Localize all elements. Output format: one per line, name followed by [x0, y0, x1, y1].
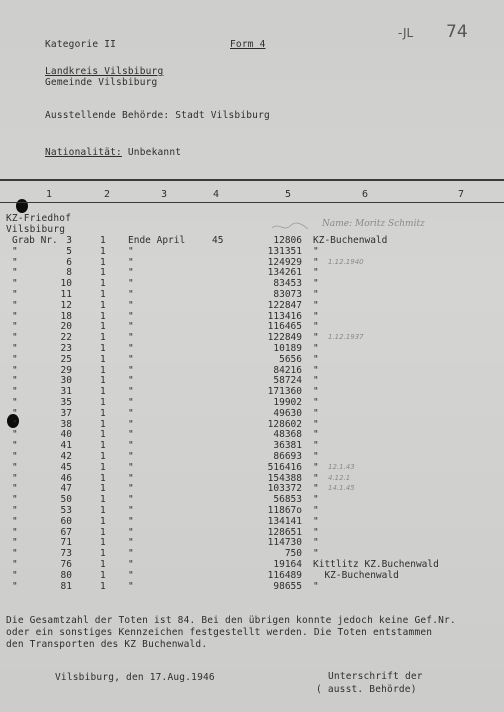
grave-number: 71	[60, 537, 72, 549]
date-of-death: Ende April	[128, 235, 186, 246]
grave-label: "	[12, 440, 18, 452]
table-row	[0, 528, 504, 539]
prisoner-number: 154388	[267, 472, 302, 484]
date-of-death: "	[128, 407, 134, 419]
grave-label: "	[12, 397, 18, 408]
grave-label: "	[12, 364, 18, 376]
grave-number: 23	[60, 343, 72, 354]
location-line1: KZ-Friedhof	[6, 213, 72, 224]
grave-number: 42	[60, 451, 72, 462]
camp-origin: "	[313, 397, 319, 408]
grave-number: 37	[60, 407, 72, 419]
camp-origin: "	[313, 278, 319, 290]
prisoner-number: 124929	[267, 256, 302, 268]
prisoner-number: 116465	[267, 321, 302, 333]
camp-origin: "	[313, 256, 319, 268]
grave-label: "	[12, 559, 18, 570]
page-number: 74	[446, 22, 468, 42]
grave-number: 12	[60, 299, 72, 311]
grave-number: 60	[60, 515, 72, 527]
column-number-7: 7	[458, 189, 465, 200]
camp-origin: "	[313, 537, 319, 549]
table-row	[0, 322, 504, 333]
camp-origin: "	[313, 353, 319, 365]
prisoner-number: 122849	[267, 332, 302, 344]
count: 1	[100, 461, 106, 473]
table-row	[0, 355, 504, 366]
place-date: Vilsbiburg, den 17.Aug.1946	[55, 672, 215, 683]
prisoner-number: 134261	[267, 267, 302, 279]
grave-label: "	[12, 483, 18, 495]
count: 1	[100, 505, 106, 516]
date-of-death: "	[128, 386, 134, 398]
table-top-rule	[0, 179, 504, 181]
table-row	[0, 463, 504, 474]
table-row	[0, 290, 504, 301]
table-row	[0, 474, 504, 485]
table-row	[0, 495, 504, 506]
date-of-death: "	[128, 429, 134, 441]
count: 1	[100, 256, 106, 268]
count: 1	[100, 267, 106, 279]
table-row	[0, 409, 504, 420]
grave-label: "	[12, 321, 18, 333]
grave-number: 53	[60, 505, 72, 516]
date-of-death: "	[128, 289, 134, 300]
count: 1	[100, 472, 106, 484]
date-of-death: "	[128, 418, 134, 430]
camp-origin: "	[313, 289, 319, 300]
camp-origin: "	[313, 386, 319, 398]
camp-origin: "	[313, 332, 319, 344]
grave-number: 73	[60, 548, 72, 560]
table-row	[0, 452, 504, 463]
date-of-death: "	[128, 332, 134, 344]
grave-number: 30	[60, 375, 72, 387]
grave-number: 38	[60, 418, 72, 430]
table-row	[0, 279, 504, 290]
date-of-death: "	[128, 440, 134, 452]
date-of-death: "	[128, 494, 134, 506]
table-row	[0, 582, 504, 593]
prisoner-number: 516416	[267, 461, 302, 473]
count: 1	[100, 397, 106, 408]
pencil-scribble	[270, 220, 310, 234]
grave-label: "	[12, 494, 18, 506]
grave-number: 35	[60, 397, 72, 408]
camp-origin: "	[313, 548, 319, 560]
count: 1	[100, 332, 106, 344]
camp-origin: KZ-Buchenwald	[313, 235, 388, 246]
table-row	[0, 506, 504, 517]
grave-number: 67	[60, 526, 72, 538]
grave-label: "	[12, 289, 18, 300]
nationality-value: Unbekannt	[121, 147, 182, 158]
count: 1	[100, 289, 106, 300]
grave-number: 6	[66, 256, 72, 268]
table-row	[0, 366, 504, 377]
year: 45	[212, 235, 224, 246]
grave-label: "	[12, 569, 18, 581]
prisoner-number: 36381	[273, 440, 302, 452]
issuing-authority: Ausstellende Behörde: Stadt Vilsbiburg	[45, 110, 270, 121]
grave-label: "	[12, 375, 18, 387]
date-of-death: "	[128, 353, 134, 365]
table-row	[0, 312, 504, 323]
page-mark: -JL	[398, 26, 414, 40]
grave-number: 18	[60, 310, 72, 322]
count: 1	[100, 440, 106, 452]
grave-label: "	[12, 278, 18, 290]
footer-line2: oder ein sonstiges Kennzeichen festgestellt werden. Die Toten entstammen	[6, 627, 433, 638]
date-of-death: "	[128, 559, 134, 570]
prisoner-number: 10189	[273, 343, 302, 354]
footer-line1: Die Gesamtzahl der Toten ist 84. Bei den übrigen konnte jedoch keine Gef.Nr.	[6, 615, 456, 626]
nationality	[45, 148, 181, 158]
table-row	[0, 258, 504, 269]
prisoner-number: 171360	[267, 386, 302, 398]
table-row	[0, 441, 504, 452]
grave-number: 45	[60, 461, 72, 473]
pencil-note: 4.12.1	[328, 473, 351, 482]
prisoner-number: 113416	[267, 310, 302, 322]
count: 1	[100, 580, 106, 592]
date-of-death: "	[128, 505, 134, 516]
grave-number: 10	[60, 278, 72, 290]
count: 1	[100, 299, 106, 311]
prisoner-number: 11867o	[267, 505, 302, 516]
table-row	[0, 247, 504, 258]
camp-origin: "	[313, 461, 319, 473]
camp-origin: "	[313, 407, 319, 419]
date-of-death: "	[128, 451, 134, 462]
grave-number: 80	[60, 569, 72, 581]
table-row	[0, 344, 504, 355]
grave-number: 76	[60, 559, 72, 570]
prisoner-number: 131351	[267, 245, 302, 257]
grave-label: "	[12, 548, 18, 560]
footer-line3: den Transporten des KZ Buchenwald.	[6, 639, 208, 650]
camp-origin: "	[313, 515, 319, 527]
grave-number: 8	[66, 267, 72, 279]
camp-origin: "	[313, 483, 319, 495]
pencil-note: 12.1.43	[328, 462, 355, 471]
table-row	[0, 236, 504, 247]
camp-origin: "	[313, 418, 319, 430]
count: 1	[100, 418, 106, 430]
count: 1	[100, 235, 106, 246]
table-row	[0, 517, 504, 528]
column-number-2: 2	[104, 189, 111, 200]
grave-number: 40	[60, 429, 72, 441]
table-row	[0, 484, 504, 495]
column-number-4: 4	[213, 189, 220, 200]
date-of-death: "	[128, 569, 134, 581]
camp-origin: "	[313, 440, 319, 452]
grave-label: "	[12, 407, 18, 419]
camp-origin: KZ-Buchenwald	[313, 569, 399, 581]
count: 1	[100, 245, 106, 257]
table-row	[0, 420, 504, 431]
date-of-death: "	[128, 267, 134, 279]
camp-origin: "	[313, 494, 319, 506]
grave-label: "	[12, 267, 18, 279]
date-of-death: "	[128, 397, 134, 408]
prisoner-number: 83453	[273, 278, 302, 290]
count: 1	[100, 526, 106, 538]
date-of-death: "	[128, 278, 134, 290]
pencil-note: 1.12.1940	[328, 257, 364, 266]
grave-number: 3	[66, 235, 72, 246]
grave-number: 25	[60, 353, 72, 365]
count: 1	[100, 375, 106, 387]
prisoner-number: 48368	[273, 429, 302, 441]
grave-label: "	[12, 580, 18, 592]
column-number-5: 5	[285, 189, 292, 200]
table-row	[0, 387, 504, 398]
prisoner-number: 83073	[273, 289, 302, 300]
grave-number: 41	[60, 440, 72, 452]
count: 1	[100, 569, 106, 581]
count: 1	[100, 386, 106, 398]
grave-label: "	[12, 505, 18, 516]
pencil-note: 14.1.45	[328, 484, 355, 493]
nationality-label: Nationalität:	[45, 147, 122, 158]
camp-origin: "	[313, 343, 319, 354]
camp-origin: "	[313, 310, 319, 322]
camp-origin: "	[313, 245, 319, 257]
grave-number: 31	[60, 386, 72, 398]
date-of-death: "	[128, 343, 134, 354]
prisoner-number: 128602	[267, 418, 302, 430]
location-line2: Vilsbiburg	[6, 224, 66, 235]
prisoner-number: 5656	[279, 353, 302, 365]
count: 1	[100, 353, 106, 365]
prisoner-number: 58724	[273, 375, 302, 387]
date-of-death: "	[128, 299, 134, 311]
table-row	[0, 301, 504, 312]
grave-label: "	[12, 332, 18, 344]
gemeinde: Gemeinde Vilsbiburg	[45, 77, 158, 88]
camp-origin: "	[313, 580, 319, 592]
prisoner-number: 128651	[267, 526, 302, 538]
table-row	[0, 398, 504, 409]
grave-label: "	[12, 429, 18, 441]
grave-number: 47	[60, 483, 72, 495]
count: 1	[100, 429, 106, 441]
table-row	[0, 268, 504, 279]
grave-label: "	[12, 386, 18, 398]
table-header-rule	[0, 202, 504, 203]
date-of-death: "	[128, 580, 134, 592]
grave-label: "	[12, 515, 18, 527]
count: 1	[100, 537, 106, 549]
count: 1	[100, 559, 106, 570]
date-of-death: "	[128, 472, 134, 484]
grave-label: "	[12, 537, 18, 549]
grave-label: "	[12, 451, 18, 462]
grave-number: 50	[60, 494, 72, 506]
column-number-1: 1	[46, 189, 53, 200]
camp-origin: "	[313, 451, 319, 462]
prisoner-number: 19902	[273, 397, 302, 408]
prisoner-number: 86693	[273, 451, 302, 462]
camp-origin: "	[313, 505, 319, 516]
count: 1	[100, 494, 106, 506]
table-row	[0, 376, 504, 387]
signature-label-1: Unterschrift der	[328, 671, 423, 682]
prisoner-number: 114730	[267, 537, 302, 549]
table-row	[0, 571, 504, 582]
date-of-death: "	[128, 515, 134, 527]
grave-label: "	[12, 526, 18, 538]
prisoner-number: 750	[284, 548, 302, 560]
count: 1	[100, 548, 106, 560]
prisoner-number: 116489	[267, 569, 302, 581]
grave-label: "	[12, 245, 18, 257]
count: 1	[100, 483, 106, 495]
grave-label: Grab Nr.	[12, 235, 58, 246]
prisoner-number: 103372	[267, 483, 302, 495]
camp-origin: "	[313, 321, 319, 333]
prisoner-number: 98655	[273, 580, 302, 592]
prisoner-number: 12806	[273, 235, 302, 246]
date-of-death: "	[128, 483, 134, 495]
pencil-note: 1.12.1937	[328, 333, 364, 342]
grave-label: "	[12, 310, 18, 322]
grave-number: 81	[60, 580, 72, 592]
count: 1	[100, 364, 106, 376]
count: 1	[100, 451, 106, 462]
grave-number: 46	[60, 472, 72, 484]
date-of-death: "	[128, 548, 134, 560]
date-of-death: "	[128, 461, 134, 473]
count: 1	[100, 321, 106, 333]
grave-label: "	[12, 418, 18, 430]
grave-number: 11	[60, 289, 72, 300]
camp-origin: "	[313, 375, 319, 387]
prisoner-number: 49630	[273, 407, 302, 419]
table-row	[0, 430, 504, 441]
prisoner-number: 84216	[273, 364, 302, 376]
count: 1	[100, 343, 106, 354]
handwritten-note: Name: Moritz Schmitz	[322, 219, 425, 229]
grave-number: 5	[66, 245, 72, 257]
camp-origin: "	[313, 267, 319, 279]
camp-origin: "	[313, 429, 319, 441]
camp-origin: Kittlitz KZ.Buchenwald	[313, 559, 439, 570]
date-of-death: "	[128, 375, 134, 387]
grave-label: "	[12, 461, 18, 473]
count: 1	[100, 278, 106, 290]
count: 1	[100, 407, 106, 419]
prisoner-number: 19164	[273, 559, 302, 570]
prisoner-number: 56853	[273, 494, 302, 506]
camp-origin: "	[313, 526, 319, 538]
count: 1	[100, 310, 106, 322]
date-of-death: "	[128, 310, 134, 322]
grave-number: 22	[60, 332, 72, 344]
count: 1	[100, 515, 106, 527]
prisoner-number: 122847	[267, 299, 302, 311]
grave-number: 20	[60, 321, 72, 333]
column-number-3: 3	[161, 189, 168, 200]
date-of-death: "	[128, 526, 134, 538]
date-of-death: "	[128, 256, 134, 268]
camp-origin: "	[313, 299, 319, 311]
date-of-death: "	[128, 321, 134, 333]
signature-label-2: ( ausst. Behörde)	[316, 684, 417, 695]
grave-label: "	[12, 299, 18, 311]
table-row	[0, 333, 504, 344]
grave-label: "	[12, 472, 18, 484]
table-row	[0, 560, 504, 571]
grave-number: 29	[60, 364, 72, 376]
grave-label: "	[12, 343, 18, 354]
landkreis: Landkreis Vilsbiburg	[45, 66, 164, 77]
kategorie: Kategorie II	[45, 39, 117, 50]
camp-origin: "	[313, 472, 319, 484]
date-of-death: "	[128, 537, 134, 549]
date-of-death: "	[128, 364, 134, 376]
grave-label: "	[12, 256, 18, 268]
table-row	[0, 538, 504, 549]
column-number-6: 6	[362, 189, 369, 200]
prisoner-number: 134141	[267, 515, 302, 527]
form-number: Form 4	[230, 39, 266, 50]
camp-origin: "	[313, 364, 319, 376]
date-of-death: "	[128, 245, 134, 257]
grave-label: "	[12, 353, 18, 365]
